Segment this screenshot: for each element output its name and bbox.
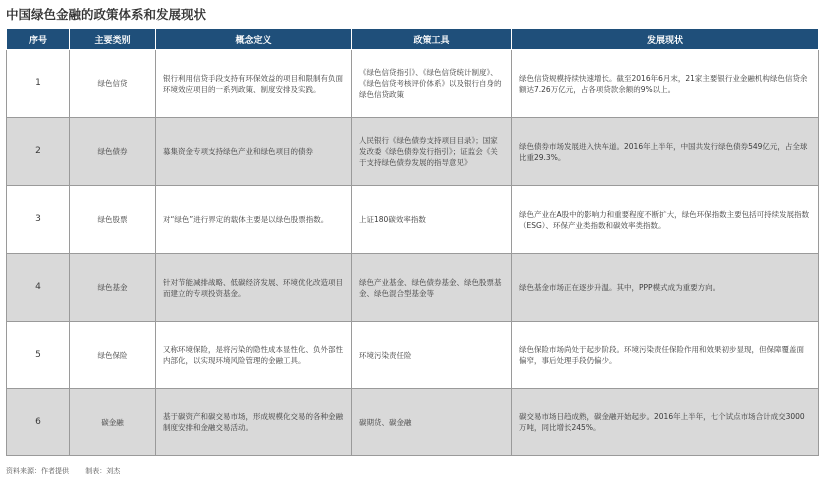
header-status: 发展现状 xyxy=(512,29,819,50)
row-tools: 环境污染责任险 xyxy=(352,322,512,389)
table-header-row xyxy=(7,29,819,50)
row-status: 绿色基金市场正在逐步升温。其中，PPP模式成为重要方向。 xyxy=(512,254,819,322)
row-definition: 基于碳资产和碳交易市场，形成规模化交易的各种金融制度安排和金融交易活动。 xyxy=(156,389,352,456)
row-category: 碳金融 xyxy=(70,389,156,456)
row-definition: 又称环境保险，是将污染的隐性成本显性化、负外部性内部化，以实现环境风险管理的金融工具。 xyxy=(156,322,352,389)
page-title: 中国绿色金融的政策体系和发展现状 xyxy=(6,7,207,22)
row-category: 绿色基金 xyxy=(70,254,156,322)
header-definition: 概念定义 xyxy=(156,29,352,50)
row-status: 绿色债券市场发展进入快车道。2016年上半年，中国共发行绿色债券549亿元，占全球比重29.3%。 xyxy=(512,118,819,186)
policy-table xyxy=(6,28,819,456)
row-tools: 碳期货、碳金融 xyxy=(352,389,512,456)
row-definition: 针对节能减排战略、低碳经济发展、环境优化改造项目而建立的专项投资基金。 xyxy=(156,254,352,322)
table-row xyxy=(7,389,819,456)
row-status: 碳交易市场日趋成熟，碳金融开始起步。2016年上半年，七个试点市场合计成交3000万吨，同比增长245%。 xyxy=(512,389,819,456)
source-text: 资料来源：作者提供 xyxy=(6,467,69,475)
row-category: 绿色信贷 xyxy=(70,50,156,118)
table-row xyxy=(7,186,819,254)
row-number: 6 xyxy=(7,389,70,456)
row-number: 2 xyxy=(7,118,70,186)
row-number: 3 xyxy=(7,186,70,254)
table-row xyxy=(7,118,819,186)
table-row xyxy=(7,254,819,322)
row-definition: 银行利用信贷手段支持有环保效益的项目和限制有负面环境效应项目的一系列政策、制度安排及实践。 xyxy=(156,50,352,118)
table-row xyxy=(7,50,819,118)
header-number: 序号 xyxy=(7,29,70,50)
row-status: 绿色保险市场尚处于起步阶段。环境污染责任保险作用和效果初步显现，但保障覆盖面偏窄，事后处理手段仍偏少。 xyxy=(512,322,819,389)
row-definition: 募集资金专项支持绿色产业和绿色项目的债券 xyxy=(156,118,352,186)
editor-text: 制表：刘杰 xyxy=(85,467,121,475)
header-tools: 政策工具 xyxy=(352,29,512,50)
row-category: 绿色股票 xyxy=(70,186,156,254)
row-tools: 上证180碳效率指数 xyxy=(352,186,512,254)
source-note xyxy=(6,466,120,476)
row-status: 绿色产业在A股中的影响力和重要程度不断扩大，绿色环保指数主要包括可持续发展指数（ESG）、环保产业类指数和碳效率类指数。 xyxy=(512,186,819,254)
row-number: 4 xyxy=(7,254,70,322)
row-number: 1 xyxy=(7,50,70,118)
row-category: 绿色保险 xyxy=(70,322,156,389)
row-definition: 对“绿色”进行界定的载体主要是以绿色股票指数。 xyxy=(156,186,352,254)
row-number: 5 xyxy=(7,322,70,389)
row-tools: 《绿色信贷指引》、《绿色信贷统计制度》、《绿色信贷考核评价体系》以及银行自身的绿色信贷政策 xyxy=(352,50,512,118)
header-category: 主要类别 xyxy=(70,29,156,50)
table-row xyxy=(7,322,819,389)
row-category: 绿色债券 xyxy=(70,118,156,186)
row-status: 绿色信贷规模持续快速增长。截至2016年6月末，21家主要银行业金融机构绿色信贷余额达7.26万亿元，占各项贷款余额的9%以上。 xyxy=(512,50,819,118)
row-tools: 人民银行《绿色债券支持项目目录》；国家发改委《绿色债券发行指引》；证监会《关于支持绿色债券发展的指导意见》 xyxy=(352,118,512,186)
row-tools: 绿色产业基金、绿色债券基金、绿色股票基金、绿色混合型基金等 xyxy=(352,254,512,322)
policy-table-container xyxy=(6,28,818,456)
